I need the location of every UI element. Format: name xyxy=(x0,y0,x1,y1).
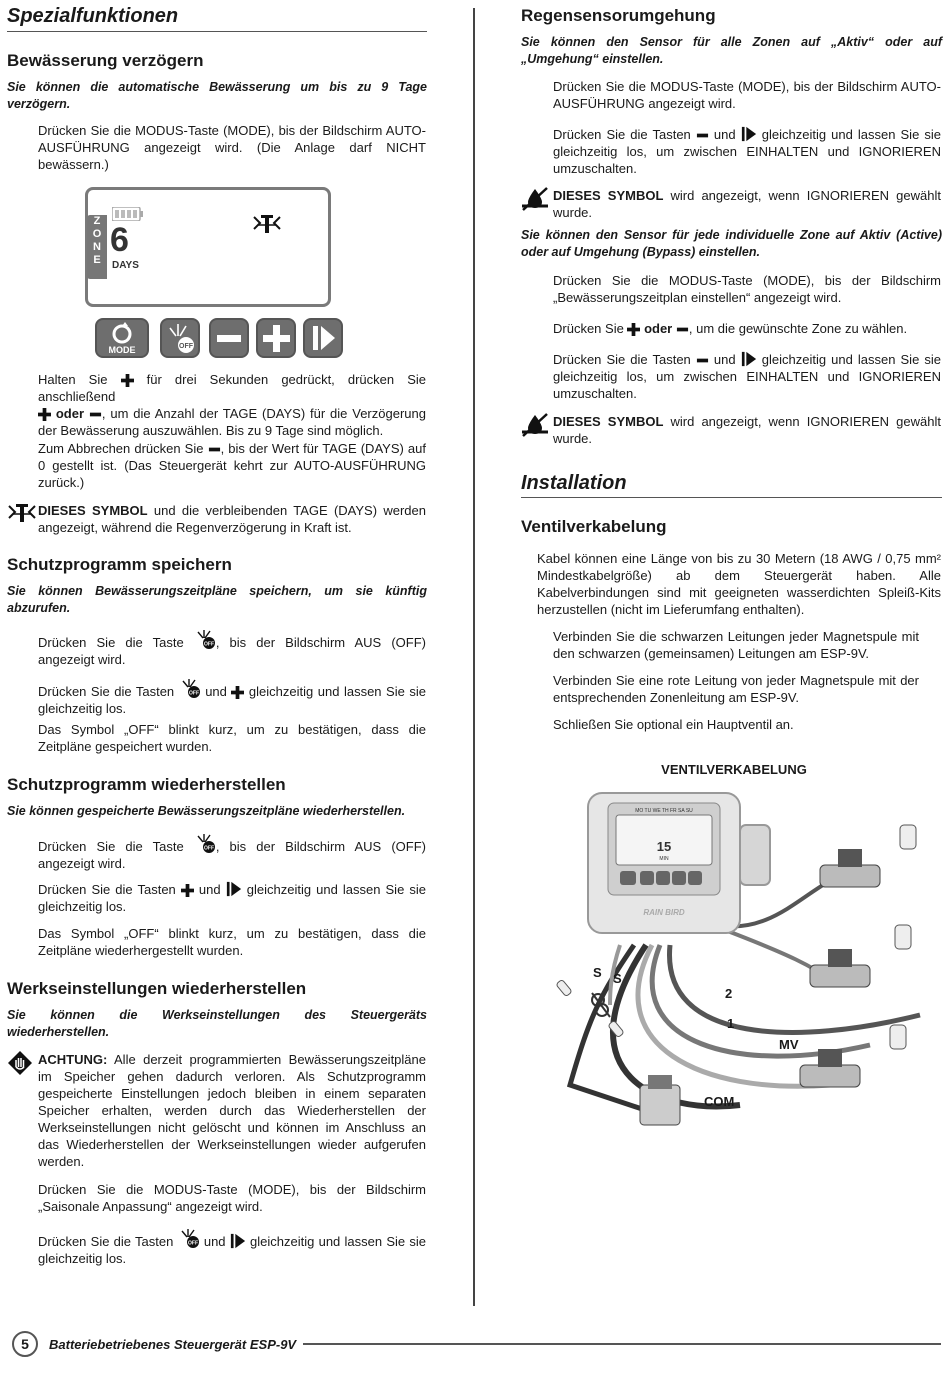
para-factory-warning: ACHTUNG: Alle derzeit programmierten Bewässerungszeitpläne im Speicher gehen dadurch verloren. Als Schutzprogramm gespeicherte Einstellungen jedoch bleiben in einem separaten Speicher erhalten, werden durch das Wiederherstellen der Werkseinstellungen nicht gelöscht und können im Anschluss an das Wiederherstellen der Werkseinstellungen wieder aufgerufen werden. xyxy=(38,1052,426,1169)
warning-hand-icon xyxy=(7,1050,33,1076)
off-icon xyxy=(178,1227,200,1249)
para-rain-4: Drücken Sie die MODUS-Taste (MODE), bis der Bildschirm „Bewässerungszeitplan einstellen“ angezeigt wird. xyxy=(553,273,941,305)
para-delay-1: Drücken Sie die MODUS-Taste (MODE), bis der Bildschirm AUTO-AUSFÜHRUNG angezeigt wird. (Die Anlage darf NICHT bewässern.) xyxy=(38,123,426,172)
minus-icon xyxy=(208,443,221,456)
svg-text:MIN: MIN xyxy=(659,856,669,862)
valve-wiring-diagram xyxy=(540,785,942,1135)
svg-text:MO TU WE TH FR SA SU: MO TU WE TH FR SA SU xyxy=(635,808,693,814)
para-restore-3: Das Symbol „OFF“ blinkt kurz, um zu bestätigen, dass die Zeitpläne wiederhergestellt wurden. xyxy=(38,926,426,958)
installation-title: Installation xyxy=(521,472,627,494)
rain-delay-icon xyxy=(252,213,282,235)
svg-text:OFF: OFF xyxy=(179,343,193,350)
heading-delay-watering: Bewässerung verzögern xyxy=(7,51,204,70)
para-rain-7: DIESES SYMBOL wird angezeigt, wenn IGNORIEREN gewählt wurde. xyxy=(553,414,941,446)
rain-delay-icon xyxy=(7,502,37,524)
para-factory-2: Drücken Sie die Tasten und gleichzeitig und lassen Sie sie gleichzeitig los. xyxy=(38,1227,426,1267)
label-zone-1: 1 xyxy=(727,1016,735,1031)
para-save-3: Das Symbol „OFF“ blinkt kurz, um zu bestätigen, dass die Zeitpläne gespeichert wurden. xyxy=(38,722,426,754)
lcd-zone-tab: Z O N E xyxy=(87,215,107,279)
heading-restore-program: Schutzprogramm wiederherstellen xyxy=(7,775,286,794)
sensor-bypass-icon xyxy=(521,186,549,212)
para-delay-3: Zum Abbrechen drücken Sie , bis der Wert für TAGE (DAYS) auf 0 gestellt ist. (Das Steuergerät kehrt zur AUTO-AUSFÜHRUNG zurück.) xyxy=(38,441,426,490)
lead-delay: Sie können die automatische Bewässerung um bis zu 9 Tage verzögern. xyxy=(7,80,427,111)
battery-icon xyxy=(112,207,144,221)
next-icon xyxy=(741,351,757,367)
minus-icon xyxy=(89,408,102,421)
para-save-2: Drücken Sie die Tasten und gleichzeitig und lassen Sie sie gleichzeitig los. xyxy=(38,677,426,717)
para-restore-2: Drücken Sie die Tasten und gleichzeitig und lassen Sie sie gleichzeitig los. xyxy=(38,882,426,914)
plus-icon xyxy=(121,374,134,387)
lcd-days-value: 6 xyxy=(110,221,129,259)
off-button[interactable] xyxy=(160,318,200,358)
label-sensor-s1: S xyxy=(593,965,602,980)
off-icon xyxy=(194,628,216,650)
page-number: 5 xyxy=(12,1331,38,1357)
lead-rain-zone: Sie können den Sensor für jede individuelle Zone auf Aktiv (Active) oder auf Umgehung (Bypass) einstellen. xyxy=(521,228,942,259)
off-icon xyxy=(179,677,201,699)
para-wiring-2: Verbinden Sie die schwarzen Leitungen jeder Magnetspule mit den schwarzen (gemeinsamen) Leitungen am ESP-9V. xyxy=(553,629,919,661)
mode-button[interactable] xyxy=(95,318,149,358)
para-delay-2: Halten Sie für drei Sekunden gedrückt, drücken Sie anschließend oder , um die Anzahl der TAGE (DAYS) für die Verzögerung der Bewässerung auszuwählen. Bis zu 9 Tage sind möglich. xyxy=(38,372,426,438)
plus-button[interactable] xyxy=(256,318,296,358)
column-divider xyxy=(473,8,475,1306)
off-icon xyxy=(194,832,216,854)
minus-icon xyxy=(696,129,709,142)
minus-icon xyxy=(696,354,709,367)
para-rain-5: Drücken Sie oder , um die gewünschte Zone zu wählen. xyxy=(553,321,908,336)
para-restore-1: Drücken Sie die Taste , bis der Bildschirm AUS (OFF) angezeigt wird. xyxy=(38,832,426,872)
plus-icon xyxy=(38,408,51,421)
para-wiring-3: Verbinden Sie eine rote Leitung von jeder Magnetspule mit der entsprechenden Zonenleitung am ESP-9V. xyxy=(553,673,919,705)
heading-rain-sensor: Regensensorumgehung xyxy=(521,6,716,25)
footer-title: Batteriebetriebenes Steuergerät ESP-9V xyxy=(49,1337,297,1352)
lead-restore: Sie können gespeicherte Bewässerungszeitpläne wiederherstellen. xyxy=(7,804,406,818)
plus-icon xyxy=(181,884,194,897)
label-common: COM xyxy=(704,1094,735,1109)
minus-button[interactable] xyxy=(209,318,249,358)
lead-save: Sie können Bewässerungszeitpläne speichern, um sie künftig abzurufen. xyxy=(7,584,427,615)
next-button[interactable] xyxy=(303,318,343,358)
para-rain-1: Drücken Sie die MODUS-Taste (MODE), bis der Bildschirm AUTO-AUSFÜHRUNG angezeigt wird. xyxy=(553,79,941,111)
footer-line xyxy=(303,1343,941,1345)
svg-text:RAIN BIRD: RAIN BIRD xyxy=(643,908,685,917)
para-save-1: Drücken Sie die Taste , bis der Bildschirm AUS (OFF) angezeigt wird. xyxy=(38,628,426,668)
minus-icon xyxy=(676,323,689,336)
heading-save-program: Schutzprogramm speichern xyxy=(7,555,232,574)
svg-text:15: 15 xyxy=(656,839,672,854)
para-delay-4: DIESES SYMBOL und die verbleibenden TAGE (DAYS) werden angezeigt, während die Regenverzögerung in Kraft ist. xyxy=(38,503,426,535)
para-wiring-4: Schließen Sie optional ein Hauptventil an. xyxy=(553,717,794,732)
plus-icon xyxy=(627,323,640,336)
diagram-title: VENTILVERKABELUNG xyxy=(661,762,807,777)
label-master-valve: MV xyxy=(779,1037,799,1052)
installation-underline xyxy=(521,497,942,498)
lcd-days-label: DAYS xyxy=(112,260,139,271)
para-wiring-1: Kabel können eine Länge von bis zu 30 Metern (18 AWG / 0,75 mm² Mindestkabelgröße) ab dem Steuergerät haben. Alle Kabelverbindungen sind mit geeigneten wasserdichten Spleiß-Kits herzustellen (nicht im Lieferumfang enthalten). xyxy=(537,551,941,617)
label-zone-2: 2 xyxy=(725,986,733,1001)
heading-factory-reset: Werkseinstellungen wiederherstellen xyxy=(7,979,307,998)
next-icon xyxy=(741,126,757,142)
page-title: Spezialfunktionen xyxy=(7,5,179,27)
para-rain-2: Drücken Sie die Tasten und gleichzeitig und lassen Sie sie gleichzeitig los, um zwischen EINHALTEN und IGNORIEREN umzuschalten. xyxy=(553,127,941,176)
label-sensor-s2: S xyxy=(613,971,622,986)
lead-factory: Sie können die Werkseinstellungen des Steuergeräts wiederherstellen. xyxy=(7,1008,427,1039)
title-underline xyxy=(7,31,427,32)
para-rain-3: DIESES SYMBOL wird angezeigt, wenn IGNORIEREN gewählt wurde. xyxy=(553,188,941,220)
sensor-bypass-icon xyxy=(521,412,549,438)
plus-icon xyxy=(231,686,244,699)
heading-valve-wiring: Ventilverkabelung xyxy=(521,517,667,536)
para-rain-6: Drücken Sie die Tasten und gleichzeitig und lassen Sie sie gleichzeitig los, um zwischen EINHALTEN und IGNORIEREN umzuschalten. xyxy=(553,352,941,401)
svg-text:MODE: MODE xyxy=(108,345,136,355)
next-icon xyxy=(226,881,242,897)
next-icon xyxy=(230,1233,246,1249)
para-factory-1: Drücken Sie die MODUS-Taste (MODE), bis der Bildschirm „Saisonale Anpassung“ angezeigt wird. xyxy=(38,1182,426,1214)
lead-rain-sensor: Sie können den Sensor für alle Zonen auf „Aktiv“ oder auf „Umgehung“ einstellen. xyxy=(521,35,942,66)
